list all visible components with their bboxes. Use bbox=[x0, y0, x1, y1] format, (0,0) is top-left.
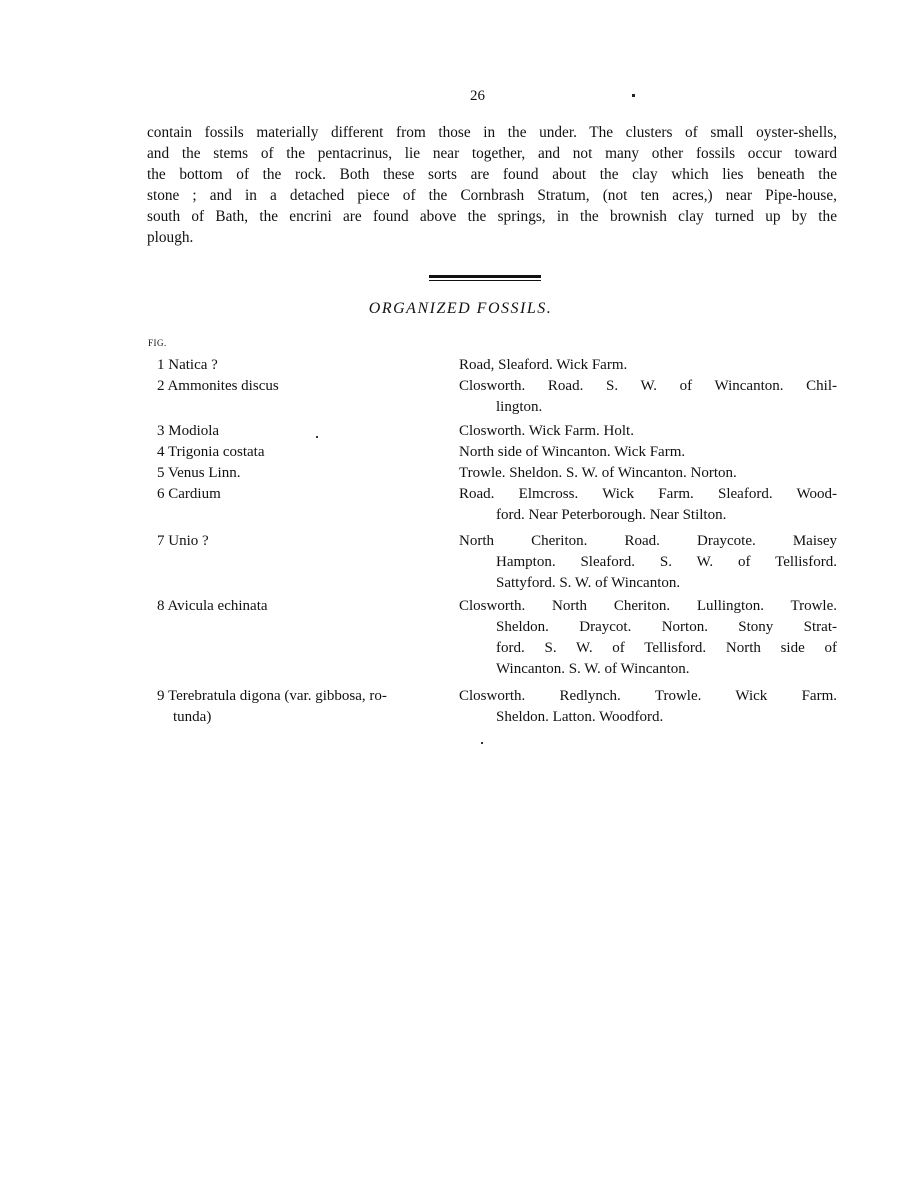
location-line: Hampton. Sleaford. S. W. of Tellisford. bbox=[496, 554, 837, 570]
fig-number: 2 bbox=[157, 378, 165, 394]
locations bbox=[459, 376, 837, 418]
fossil-name-text: Trigonia costata bbox=[167, 444, 265, 460]
locations bbox=[459, 686, 837, 728]
body-paragraph bbox=[147, 122, 837, 248]
fig-label: FIG. bbox=[148, 338, 167, 348]
location-line: Sheldon. Latton. Woodford. bbox=[496, 709, 664, 725]
location-line: Road, Sleaford. Wick Farm. bbox=[459, 357, 628, 373]
locations bbox=[459, 421, 837, 442]
location-line: Sattyford. S. W. of Wincanton. bbox=[496, 575, 681, 591]
page-number: 26 bbox=[470, 88, 485, 104]
ink-speck bbox=[632, 94, 635, 97]
fossil-name-text: Natica ? bbox=[168, 357, 218, 373]
fossil-name-text: Cardium bbox=[168, 486, 221, 502]
location-line: ford. S. W. of Tellisford. North side of bbox=[496, 640, 837, 656]
fig-number: 4 bbox=[157, 444, 165, 460]
fossil-name bbox=[157, 686, 447, 728]
paragraph-line: contain fossils materially different from those in the under. The clusters of small oyster-shells, bbox=[147, 124, 837, 141]
location-line: Sheldon. Draycot. Norton. Stony Strat- bbox=[496, 619, 837, 635]
divider-rule-thick bbox=[429, 275, 541, 278]
locations bbox=[459, 355, 837, 376]
location-line: ford. Near Peterborough. Near Stilton. bbox=[496, 507, 727, 523]
paragraph-line: stone ; and in a detached piece of the Cornbrash Stratum, (not ten acres,) near Pipe-house, bbox=[147, 187, 837, 204]
fossil-name-text: Unio ? bbox=[168, 533, 209, 549]
fossil-name-text: Terebratula digona (var. gibbosa, ro- bbox=[167, 688, 387, 704]
fig-number: 3 bbox=[157, 423, 165, 439]
locations bbox=[459, 463, 837, 484]
paragraph-line: plough. bbox=[147, 229, 194, 246]
location-line: North side of Wincanton. Wick Farm. bbox=[459, 444, 686, 460]
location-line: Closworth. Wick Farm. Holt. bbox=[459, 423, 634, 439]
fossil-name bbox=[157, 463, 447, 484]
location-line: Trowle. Sheldon. S. W. of Wincanton. Norton. bbox=[459, 465, 737, 481]
location-line: North Cheriton. Road. Draycote. Maisey bbox=[459, 533, 837, 549]
fig-number: 7 bbox=[157, 533, 165, 549]
location-line: lington. bbox=[496, 399, 543, 415]
location-line: Road. Elmcross. Wick Farm. Sleaford. Wood- bbox=[459, 486, 837, 502]
fossil-name-continuation: tunda) bbox=[173, 709, 212, 725]
fossil-name-text: Ammonites discus bbox=[167, 378, 279, 394]
fossil-name bbox=[157, 531, 447, 552]
fig-number: 5 bbox=[157, 465, 165, 481]
fossil-name bbox=[157, 421, 447, 442]
fig-number: 1 bbox=[157, 357, 165, 373]
fossil-name bbox=[157, 442, 447, 463]
paragraph-line: south of Bath, the encrini are found above the springs, in the brownish clay turned up by the bbox=[147, 208, 837, 225]
locations bbox=[459, 442, 837, 463]
fossil-name-text: Modiola bbox=[168, 423, 220, 439]
locations bbox=[459, 531, 837, 594]
fig-number: 6 bbox=[157, 486, 165, 502]
fig-number: 9 bbox=[157, 688, 165, 704]
paragraph-line: and the stems of the pentacrinus, lie near together, and not many other fossils occur toward bbox=[147, 145, 837, 162]
paragraph-line: the bottom of the rock. Both these sorts are found about the clay which lies beneath the bbox=[147, 166, 837, 183]
fossil-name bbox=[157, 376, 447, 397]
fossil-name-text: Avicula echinata bbox=[167, 598, 268, 614]
locations bbox=[459, 596, 837, 680]
location-line: Closworth. North Cheriton. Lullington. Trowle. bbox=[459, 598, 837, 614]
location-line: Closworth. Road. S. W. of Wincanton. Chil- bbox=[459, 378, 837, 394]
divider-rule-thin bbox=[429, 280, 541, 281]
fossil-name bbox=[157, 484, 447, 505]
location-line: Closworth. Redlynch. Trowle. Wick Farm. bbox=[459, 688, 837, 704]
location-line: Wincanton. S. W. of Wincanton. bbox=[496, 661, 690, 677]
fossil-name-text: Venus Linn. bbox=[167, 465, 241, 481]
fig-number: 8 bbox=[157, 598, 165, 614]
fossil-name bbox=[157, 355, 447, 376]
ink-speck bbox=[481, 742, 483, 744]
locations bbox=[459, 484, 837, 526]
fossil-name bbox=[157, 596, 447, 617]
ink-speck bbox=[316, 436, 318, 438]
section-title: ORGANIZED FOSSILS. bbox=[368, 300, 553, 317]
